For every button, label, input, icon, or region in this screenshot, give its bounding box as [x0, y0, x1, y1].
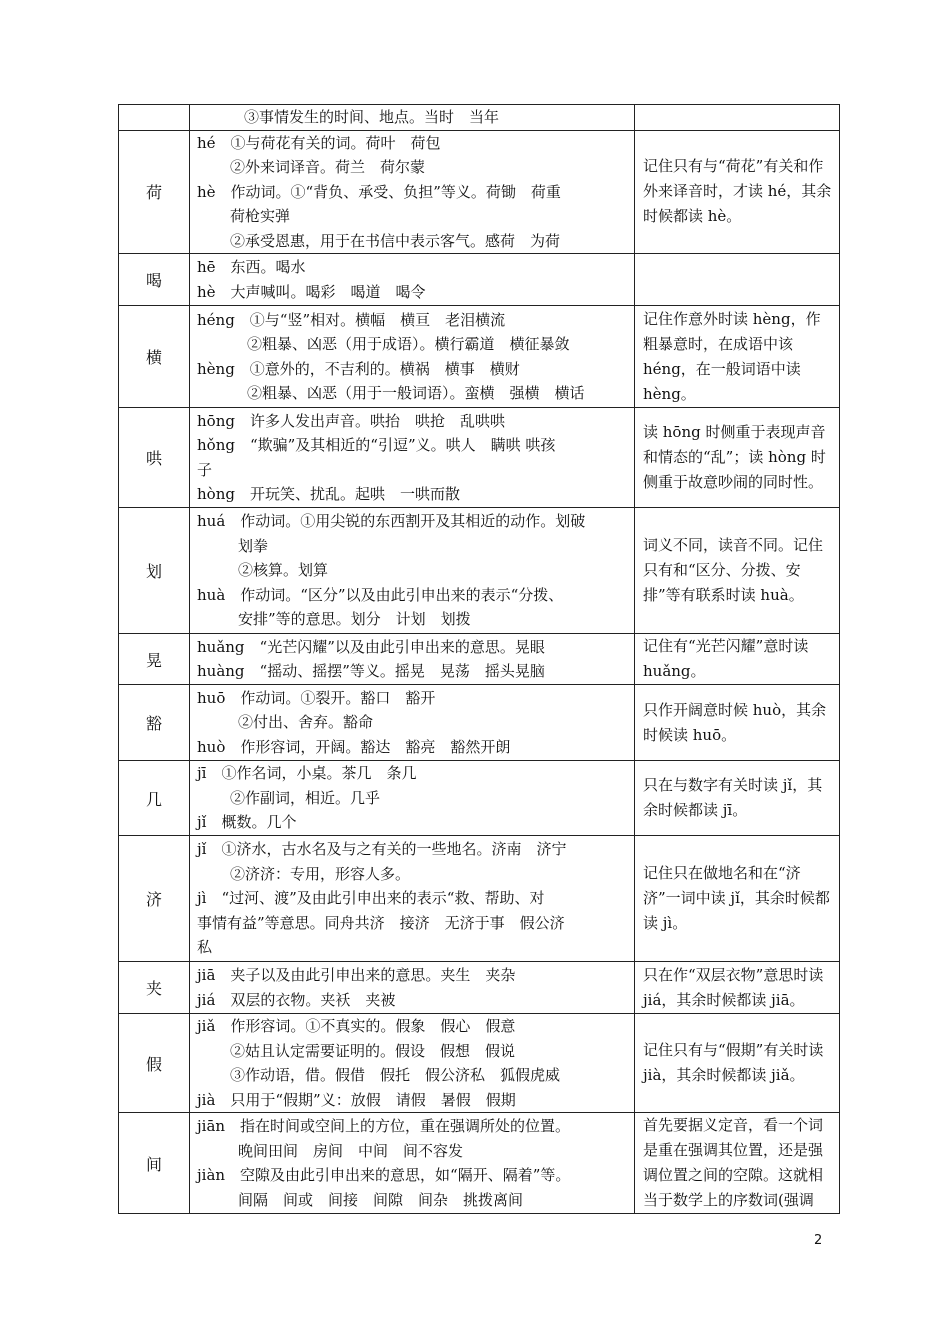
pronunciation-line: 晚间田间 房间 中间 间不容发 [238, 1141, 464, 1160]
table-row [119, 761, 840, 836]
character-cell: 豁 [119, 685, 190, 761]
memory-tip-cell [635, 105, 840, 131]
memory-tip-text: 词义不同，读音不同。记住只有和“区分、分拨、安排”等有联系时读 huà。 [643, 536, 824, 604]
table-row [119, 408, 840, 508]
memory-tip-cell [635, 130, 840, 254]
pronunciation-line: ②付出、舍弃。豁命 [238, 713, 374, 732]
character-cell: 哄 [119, 408, 190, 508]
memory-tip-cell [635, 306, 840, 408]
memory-tip-cell [635, 761, 840, 836]
memory-tip-text: 记住只有与“荷花”有关和作外来译音时，才读 hé，其余时候都读 hè。 [643, 157, 832, 226]
character-cell: 喝 [119, 254, 190, 306]
pronunciation-line: jī ①作名词，小桌。茶几 条几 [197, 764, 417, 783]
memory-tip-cell [635, 1113, 840, 1214]
memory-tip-cell [635, 1014, 840, 1113]
character-cell: 荷 [119, 130, 190, 254]
pronunciation-line: 事情有益”等意思。同舟共济 接济 无济于事 假公济 [197, 913, 565, 932]
memory-tip-cell [635, 685, 840, 761]
table-row [119, 962, 840, 1014]
table-row [119, 130, 840, 254]
pronunciation-line: ②粗暴、凶恶（用于成语）。横行霸道 横征暴敛 [247, 335, 570, 353]
pronunciation-line: huà 作动词。“区分”以及由此引申出来的表示“分拨、 [197, 585, 564, 604]
pronunciation-line: 划拳 [238, 536, 269, 555]
pronunciation-line: jǐ ①济水，古水名及与之有关的一些地名。济南 济宁 [197, 840, 567, 859]
pronunciation-line: ③作动语，借。假借 假托 假公济私 狐假虎威 [230, 1066, 561, 1084]
page-number: 2 [814, 1233, 823, 1248]
pronunciation-cell [190, 408, 635, 508]
pronunciation-line: hōng 许多人发出声音。哄抬 哄抢 乱哄哄 [197, 411, 505, 430]
pronunciation-cell [190, 254, 635, 306]
pronunciation-line: ②外来词译音。荷兰 荷尔蒙 [230, 158, 426, 176]
pronunciation-line: hè 大声喊叫。喝彩 喝道 喝令 [197, 282, 426, 301]
table-row [119, 508, 840, 634]
memory-tip-text: 只在作“双层衣物”意思时读 jiá，其余时候都读 jiā。 [643, 965, 824, 1009]
pronunciation-line: jǐ 概数。几个 [197, 813, 297, 832]
memory-tip-text: 读 hōng 时侧重于表现声音和情态的“乱”；读 hòng 时侧重于故意吵闹的同时性。 [643, 423, 826, 491]
memory-tip-text: 只在与数字有关时读 jǐ，其余时候都读 jī。 [643, 776, 823, 819]
pronunciation-cell [190, 1113, 635, 1214]
memory-tip-text: 记住有“光芒闪耀”意时读 huǎng。 [643, 637, 809, 680]
memory-tip-text: 记住只在做地名和在“济济”一词中读 jǐ，其余时候都读 jì。 [643, 864, 830, 932]
character-cell [119, 105, 190, 131]
pronunciation-line: 荷枪实弹 [230, 207, 291, 225]
pronunciation-line: jiā 夹子以及由此引申出来的意思。夹生 夹杂 [197, 966, 516, 984]
pronunciation-line: héng ①与“竖”相对。横幅 横亘 老泪横流 [197, 310, 506, 329]
pronunciation-line: huō 作动词。①裂开。豁口 豁开 [197, 688, 436, 707]
pronunciation-cell [190, 836, 635, 962]
memory-tip-cell [635, 408, 840, 508]
character-cell: 济 [119, 836, 190, 962]
pronunciation-line: ②济济：专用，形容人多。 [230, 864, 411, 883]
character-cell: 几 [119, 761, 190, 836]
pronunciation-line: hé ①与荷花有关的词。荷叶 荷包 [197, 133, 441, 152]
pronunciation-line: ②核算。划算 [238, 561, 329, 580]
pronunciation-line: huá 作动词。①用尖锐的东西割开及其相近的动作。划破 [197, 512, 586, 531]
pronunciation-line: jiǎ 作形容词。①不真实的。假象 假心 假意 [197, 1017, 516, 1035]
pronunciation-line: huò 作形容词，开阔。豁达 豁亮 豁然开朗 [197, 737, 511, 756]
table-row [119, 685, 840, 761]
pronunciation-line: hē 东西。喝水 [197, 258, 306, 276]
memory-tip-text: 记住只有与“假期”有关时读 jià，其余时候都读 jiǎ。 [643, 1041, 824, 1084]
pronunciation-line: ③事情发生的时间、地点。当时 当年 [244, 108, 500, 126]
polyphone-table [118, 104, 840, 1214]
pronunciation-line: ②作副词，相近。几乎 [230, 788, 381, 807]
memory-tip-text: 只作开阔意时候 huò，其余时候读 huō。 [643, 700, 827, 744]
pronunciation-cell [190, 962, 635, 1014]
memory-tip-cell [635, 836, 840, 962]
pronunciation-cell [190, 306, 635, 408]
pronunciation-cell [190, 508, 635, 634]
pronunciation-line: jiàn 空隙及由此引申出来的意思，如“隔开、隔着”等。 [197, 1166, 571, 1184]
pronunciation-line: jià 只用于“假期”义：放假 请假 暑假 假期 [197, 1090, 516, 1109]
pronunciation-cell [190, 685, 635, 761]
pronunciation-cell [190, 634, 635, 685]
character-cell: 间 [119, 1113, 190, 1214]
pronunciation-line: huǎng “光芒闪耀”以及由此引申出来的意思。晃眼 [197, 637, 545, 656]
table-row [119, 1014, 840, 1113]
pronunciation-line: hè 作动词。①“背负、承受、负担”等义。荷锄 荷重 [197, 182, 561, 201]
memory-tip-cell [635, 962, 840, 1014]
pronunciation-line: jiān 指在时间或空间上的方位，重在强调所处的位置。 [197, 1117, 571, 1135]
pronunciation-line: 私 [197, 938, 213, 957]
pronunciation-line: huàng “摇动、摇摆”等义。摇晃 晃荡 摇头晃脑 [197, 662, 545, 680]
memory-tip-text: 记住作意外时读 hèng，作粗暴意时，在成语中该 héng，在一般词语中读 hèng。 [643, 309, 821, 403]
pronunciation-line: hèng ①意外的，不吉利的。横祸 横事 横财 [197, 359, 520, 378]
pronunciation-line: ②姑且认定需要证明的。假设 假想 假说 [230, 1041, 516, 1060]
character-cell: 横 [119, 306, 190, 408]
table-row [119, 1113, 840, 1214]
memory-tip-cell [635, 508, 840, 634]
pronunciation-line: jiá 双层的衣物。夹袄 夹被 [197, 990, 396, 1009]
table-row [119, 105, 840, 131]
pronunciation-line: ②承受恩惠，用于在书信中表示客气。感荷 为荷 [230, 231, 561, 250]
memory-tip-text: 首先要据义定音，看一个词是重在强调其位置，还是强调位置之间的空隙。这就相当于数学上的序数词(强调 [643, 1116, 824, 1209]
character-cell: 假 [119, 1014, 190, 1113]
pronunciation-line: jì “过河、渡”及由此引申出来的表示“救、帮助、对 [197, 889, 545, 908]
table-row [119, 254, 840, 306]
character-cell: 划 [119, 508, 190, 634]
pronunciation-line: 子 [197, 460, 213, 479]
pronunciation-cell [190, 1014, 635, 1113]
pronunciation-cell [190, 130, 635, 254]
table-row [119, 836, 840, 962]
character-cell: 夹 [119, 962, 190, 1014]
pronunciation-line: 间隔 间或 间接 间隙 间杂 挑拨离间 [238, 1190, 524, 1209]
pronunciation-line: hòng 开玩笑、扰乱。起哄 一哄而散 [197, 485, 460, 503]
pronunciation-cell [190, 761, 635, 836]
pronunciation-line: ②粗暴、凶恶（用于一般词语）。蛮横 强横 横话 [247, 384, 585, 402]
pronunciation-line: 安排”等的意思。划分 计划 划拨 [238, 610, 471, 629]
memory-tip-cell [635, 254, 840, 306]
pronunciation-line: hǒng “欺骗”及其相近的“引逗”义。哄人 瞒哄 哄孩 [197, 436, 556, 454]
table-row [119, 634, 840, 685]
memory-tip-cell [635, 634, 840, 685]
pronunciation-cell [190, 105, 635, 131]
table-row [119, 306, 840, 408]
character-cell: 晃 [119, 634, 190, 685]
